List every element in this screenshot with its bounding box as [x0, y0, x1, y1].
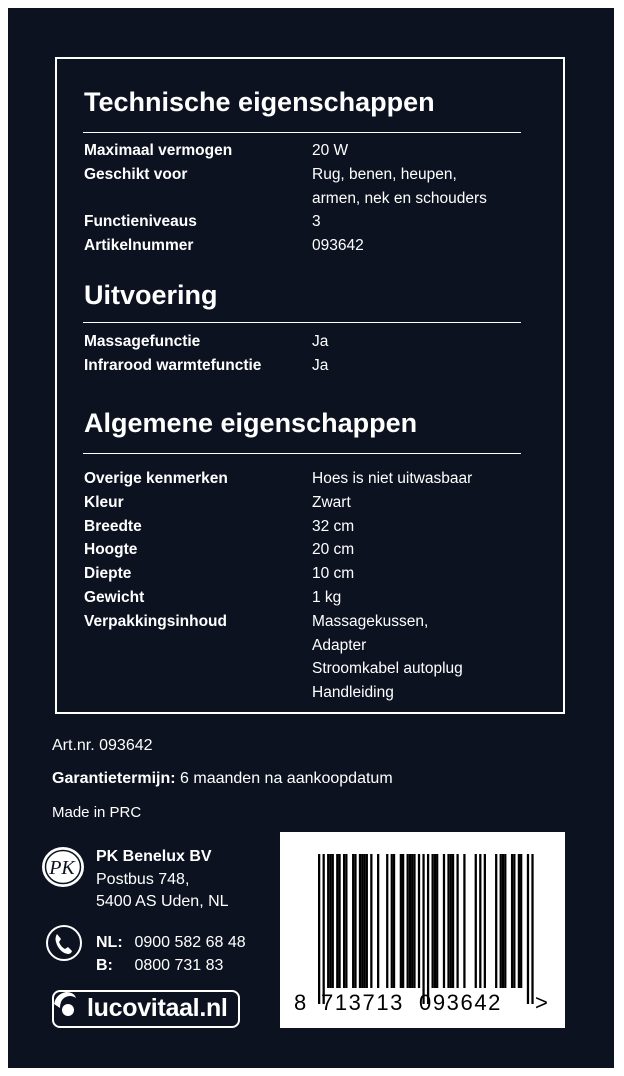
spec-value-line: 20 cm	[312, 541, 355, 559]
spec-value	[312, 562, 524, 586]
divider	[83, 453, 521, 454]
spec-row	[84, 586, 524, 610]
spec-label: Functieniveaus	[84, 213, 197, 231]
divider	[83, 132, 521, 133]
barcode-right-group: 093642	[419, 990, 503, 1015]
spec-value-line: Stroomkabel autoplug	[312, 660, 463, 678]
spec-label: Breedte	[84, 517, 142, 535]
spec-row	[84, 491, 524, 515]
barcode-bar	[402, 854, 404, 988]
spec-list-execution	[84, 330, 524, 378]
spec-value-line: 10 cm	[312, 565, 355, 583]
article-number: Art.nr. 093642	[52, 737, 153, 754]
company-name: PK Benelux BV	[96, 848, 212, 865]
spec-label: Artikelnummer	[84, 237, 194, 255]
address-line-1: Postbus 748,	[96, 870, 190, 888]
barcode-bar	[323, 854, 325, 1004]
phone-nl-number: 0900 582 68 48	[134, 934, 246, 951]
spec-value-line: Ja	[312, 333, 329, 350]
spec-value	[312, 330, 524, 354]
spec-label: Geschikt voor	[84, 165, 188, 183]
spec-value	[312, 491, 524, 515]
barcode-bar	[345, 854, 347, 988]
barcode-bar	[413, 854, 415, 988]
spec-value	[312, 234, 524, 258]
barcode-bar	[370, 854, 372, 988]
spec-row	[84, 330, 524, 354]
barcode-bar	[366, 854, 368, 988]
spec-row	[84, 163, 524, 211]
barcode-bar	[363, 854, 365, 988]
barcode-bar	[502, 854, 504, 988]
spec-label: Massagefunctie	[84, 333, 201, 350]
spec-list-technical	[84, 139, 524, 258]
company-address	[96, 846, 229, 914]
barcode-bar	[484, 854, 486, 988]
barcode-bar	[504, 854, 506, 988]
barcode-bar	[359, 854, 361, 988]
spec-row	[84, 210, 524, 234]
spec-box	[55, 57, 565, 714]
barcode-bar	[391, 854, 393, 988]
barcode-left-group: 713713	[321, 990, 405, 1015]
spec-label: Diepte	[84, 565, 132, 583]
spec-row	[84, 538, 524, 562]
barcode-bar	[531, 854, 533, 1004]
spec-value-line: 32 cm	[312, 517, 355, 535]
barcode-bar	[434, 854, 436, 988]
warranty	[52, 770, 393, 788]
spec-value-line: Hoes is niet uitwasbaar	[312, 470, 473, 487]
spec-value	[312, 210, 524, 234]
spec-value-line: Ja	[312, 356, 329, 374]
barcode-bar	[418, 854, 420, 988]
barcode-bar	[407, 854, 409, 988]
barcode-bar	[386, 854, 388, 988]
phone-icon	[44, 923, 84, 963]
barcode-bar	[527, 854, 529, 1004]
spec-value	[312, 467, 524, 491]
spec-row	[84, 139, 524, 163]
section-title-execution: Uitvoering	[84, 280, 218, 310]
spec-row	[84, 562, 524, 586]
spec-label: Overige kenmerken	[84, 470, 228, 487]
barcode-bar	[518, 854, 520, 988]
section-title-general: Algemene eigenschappen	[84, 408, 418, 438]
pk-logo-text: PK	[49, 857, 75, 879]
barcode-bar	[354, 854, 356, 988]
made-in: Made in PRC	[52, 804, 142, 821]
spec-row	[84, 234, 524, 258]
barcode-bar	[400, 854, 402, 988]
phone-b	[96, 955, 246, 978]
barcode-bar	[450, 854, 452, 988]
barcode-bar	[393, 854, 395, 988]
spec-row	[84, 515, 524, 539]
warranty-label: Garantietermijn:	[52, 770, 176, 787]
barcode-bar	[475, 854, 477, 988]
brand-mark-icon	[48, 982, 84, 1022]
barcode-bar	[332, 854, 334, 988]
barcode-bar	[377, 854, 379, 988]
barcode-bar	[432, 854, 434, 988]
spec-row	[84, 467, 524, 491]
barcode-bar	[338, 854, 340, 988]
barcode-bar	[520, 854, 522, 988]
spec-label: Gewicht	[84, 588, 145, 606]
spec-value-line: Adapter	[312, 636, 367, 654]
barcode-bar	[422, 854, 424, 1004]
contact-phones	[96, 932, 246, 977]
spec-value	[312, 538, 524, 562]
brand-name: lucovitaal.nl	[87, 994, 228, 1022]
spec-value-line: armen, nek en schouders	[312, 189, 487, 207]
phone-b-number: 0800 731 83	[134, 956, 224, 974]
barcode-bar	[500, 854, 502, 988]
barcode-bar	[361, 854, 363, 988]
spec-value-line: 3	[312, 213, 321, 231]
spec-value	[312, 139, 524, 163]
spec-value-line: Zwart	[312, 493, 351, 511]
brand-logo	[52, 990, 240, 1028]
barcode-bar	[513, 854, 515, 988]
spec-label: Kleur	[84, 493, 124, 511]
spec-value-line: 1 kg	[312, 588, 342, 606]
barcode-first-digit: 8	[294, 990, 308, 1015]
barcode-bar	[318, 854, 320, 1004]
spec-label: Verpakkingsinhoud	[84, 612, 227, 630]
warranty-value: 6 maanden na aankoopdatum	[175, 770, 393, 787]
section-title-technical: Technische eigenschappen	[84, 87, 435, 117]
product-label	[8, 8, 614, 1068]
spec-value	[312, 163, 524, 211]
barcode-bar	[329, 854, 331, 988]
barcode	[280, 832, 565, 1028]
spec-list-general	[84, 467, 524, 705]
spec-value-line: Handleiding	[312, 684, 394, 702]
spec-value-line: 093642	[312, 237, 364, 255]
spec-value-line: 20 W	[312, 142, 349, 159]
barcode-bar	[452, 854, 454, 988]
spec-value	[312, 586, 524, 610]
phone-nl-label: NL:	[96, 934, 123, 951]
spec-row	[84, 354, 524, 378]
barcode-bar	[409, 854, 411, 988]
divider	[83, 322, 521, 323]
barcode-bar	[352, 854, 354, 988]
spec-label: Infrarood warmtefunctie	[84, 356, 262, 374]
spec-value	[312, 354, 524, 378]
spec-row	[84, 610, 524, 705]
barcode-bar	[327, 854, 329, 988]
barcode-bar	[447, 854, 449, 988]
barcode-bar	[343, 854, 345, 988]
barcode-bar	[427, 854, 429, 1004]
spec-value	[312, 610, 524, 705]
barcode-bar	[479, 854, 481, 988]
barcode-marker: >	[535, 990, 550, 1015]
barcode-bar	[463, 854, 465, 988]
spec-label: Maximaal vermogen	[84, 142, 233, 159]
pk-logo-icon	[39, 843, 87, 891]
barcode-bar	[436, 854, 438, 988]
barcode-bar	[495, 854, 497, 988]
spec-label: Hoogte	[84, 541, 138, 559]
barcode-bar	[511, 854, 513, 988]
phone-nl	[96, 932, 246, 955]
spec-value-line: Rug, benen, heupen,	[312, 165, 457, 183]
phone-b-label: B:	[96, 956, 113, 974]
barcode-bar	[456, 854, 458, 988]
barcode-bar	[443, 854, 445, 988]
address-line-2: 5400 AS Uden, NL	[96, 893, 229, 910]
barcode-bar	[411, 854, 413, 988]
spec-value-line: Massagekussen,	[312, 612, 429, 630]
barcode-bar	[336, 854, 338, 988]
spec-value	[312, 515, 524, 539]
